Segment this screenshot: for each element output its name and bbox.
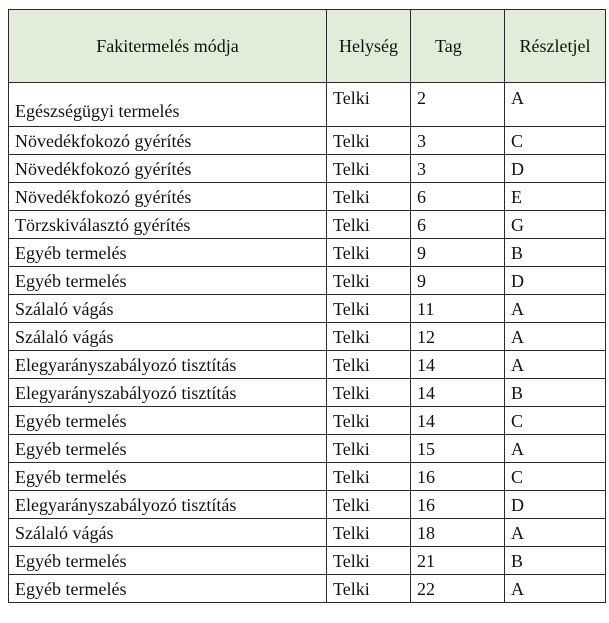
table-row	[9, 547, 606, 575]
cell-locality: Telki	[327, 155, 411, 183]
cell-logging-method: Szálaló vágás	[9, 295, 327, 323]
cell-subcompartment: D	[505, 491, 606, 519]
cell-logging-method: Növedékfokozó gyérítés	[9, 127, 327, 155]
table-row	[9, 379, 606, 407]
table-row	[9, 155, 606, 183]
cell-tag: 3	[411, 127, 505, 155]
cell-logging-method: Egyéb termelés	[9, 407, 327, 435]
logging-table	[8, 9, 606, 603]
cell-subcompartment: A	[505, 295, 606, 323]
cell-locality: Telki	[327, 267, 411, 295]
cell-logging-method: Egyéb termelés	[9, 435, 327, 463]
cell-subcompartment: E	[505, 183, 606, 211]
cell-locality: Telki	[327, 127, 411, 155]
cell-tag: 22	[411, 575, 505, 603]
cell-tag: 6	[411, 211, 505, 239]
cell-locality: Telki	[327, 379, 411, 407]
cell-logging-method: Egyéb termelés	[9, 267, 327, 295]
cell-subcompartment: C	[505, 463, 606, 491]
header-subcompartment: Részletjel	[505, 10, 606, 83]
cell-tag: 2	[411, 83, 505, 127]
cell-tag: 16	[411, 491, 505, 519]
header-tag: Tag	[411, 10, 505, 83]
cell-locality: Telki	[327, 547, 411, 575]
table-row	[9, 183, 606, 211]
cell-locality: Telki	[327, 407, 411, 435]
table-body	[9, 83, 606, 603]
cell-logging-method: Egyéb termelés	[9, 547, 327, 575]
cell-locality: Telki	[327, 351, 411, 379]
cell-subcompartment: D	[505, 155, 606, 183]
cell-tag: 12	[411, 323, 505, 351]
header-locality: Helység	[327, 10, 411, 83]
cell-tag: 16	[411, 463, 505, 491]
cell-tag: 3	[411, 155, 505, 183]
cell-tag: 15	[411, 435, 505, 463]
cell-tag: 14	[411, 351, 505, 379]
cell-subcompartment: A	[505, 519, 606, 547]
cell-subcompartment: B	[505, 239, 606, 267]
cell-subcompartment: A	[505, 83, 606, 127]
cell-logging-method: Elegyarányszabályozó tisztítás	[9, 379, 327, 407]
cell-logging-method: Szálaló vágás	[9, 519, 327, 547]
cell-logging-method: Törzskiválasztó gyérítés	[9, 211, 327, 239]
table-row	[9, 323, 606, 351]
cell-logging-method: Szálaló vágás	[9, 323, 327, 351]
cell-subcompartment: B	[505, 379, 606, 407]
cell-subcompartment: A	[505, 575, 606, 603]
cell-logging-method: Egyéb termelés	[9, 575, 327, 603]
cell-subcompartment: A	[505, 351, 606, 379]
cell-tag: 14	[411, 407, 505, 435]
cell-locality: Telki	[327, 83, 411, 127]
table-row	[9, 435, 606, 463]
cell-tag: 9	[411, 239, 505, 267]
cell-locality: Telki	[327, 463, 411, 491]
cell-logging-method: Egyéb termelés	[9, 239, 327, 267]
table-row	[9, 211, 606, 239]
cell-subcompartment: G	[505, 211, 606, 239]
table-row	[9, 407, 606, 435]
table-row	[9, 239, 606, 267]
cell-tag: 18	[411, 519, 505, 547]
cell-locality: Telki	[327, 491, 411, 519]
cell-subcompartment: B	[505, 547, 606, 575]
cell-tag: 11	[411, 295, 505, 323]
table-row	[9, 519, 606, 547]
cell-subcompartment: A	[505, 435, 606, 463]
cell-subcompartment: C	[505, 407, 606, 435]
cell-locality: Telki	[327, 239, 411, 267]
table-row	[9, 463, 606, 491]
table-row	[9, 491, 606, 519]
cell-locality: Telki	[327, 519, 411, 547]
cell-locality: Telki	[327, 183, 411, 211]
cell-subcompartment: C	[505, 127, 606, 155]
cell-logging-method: Növedékfokozó gyérítés	[9, 155, 327, 183]
cell-logging-method: Egészségügyi termelés	[9, 83, 327, 127]
cell-subcompartment: A	[505, 323, 606, 351]
table-row	[9, 575, 606, 603]
cell-locality: Telki	[327, 575, 411, 603]
table-row	[9, 295, 606, 323]
cell-logging-method: Egyéb termelés	[9, 463, 327, 491]
cell-subcompartment: D	[505, 267, 606, 295]
cell-locality: Telki	[327, 435, 411, 463]
cell-logging-method: Növedékfokozó gyérítés	[9, 183, 327, 211]
header-row	[9, 10, 606, 83]
cell-locality: Telki	[327, 295, 411, 323]
table-row	[9, 127, 606, 155]
cell-tag: 9	[411, 267, 505, 295]
table-row	[9, 83, 606, 127]
table-row	[9, 267, 606, 295]
header-logging-method: Fakitermelés módja	[9, 10, 327, 83]
table-row	[9, 351, 606, 379]
cell-locality: Telki	[327, 323, 411, 351]
cell-tag: 6	[411, 183, 505, 211]
table-header	[9, 10, 606, 83]
cell-locality: Telki	[327, 211, 411, 239]
cell-tag: 21	[411, 547, 505, 575]
cell-tag: 14	[411, 379, 505, 407]
cell-logging-method: Elegyarányszabályozó tisztítás	[9, 491, 327, 519]
cell-logging-method: Elegyarányszabályozó tisztítás	[9, 351, 327, 379]
